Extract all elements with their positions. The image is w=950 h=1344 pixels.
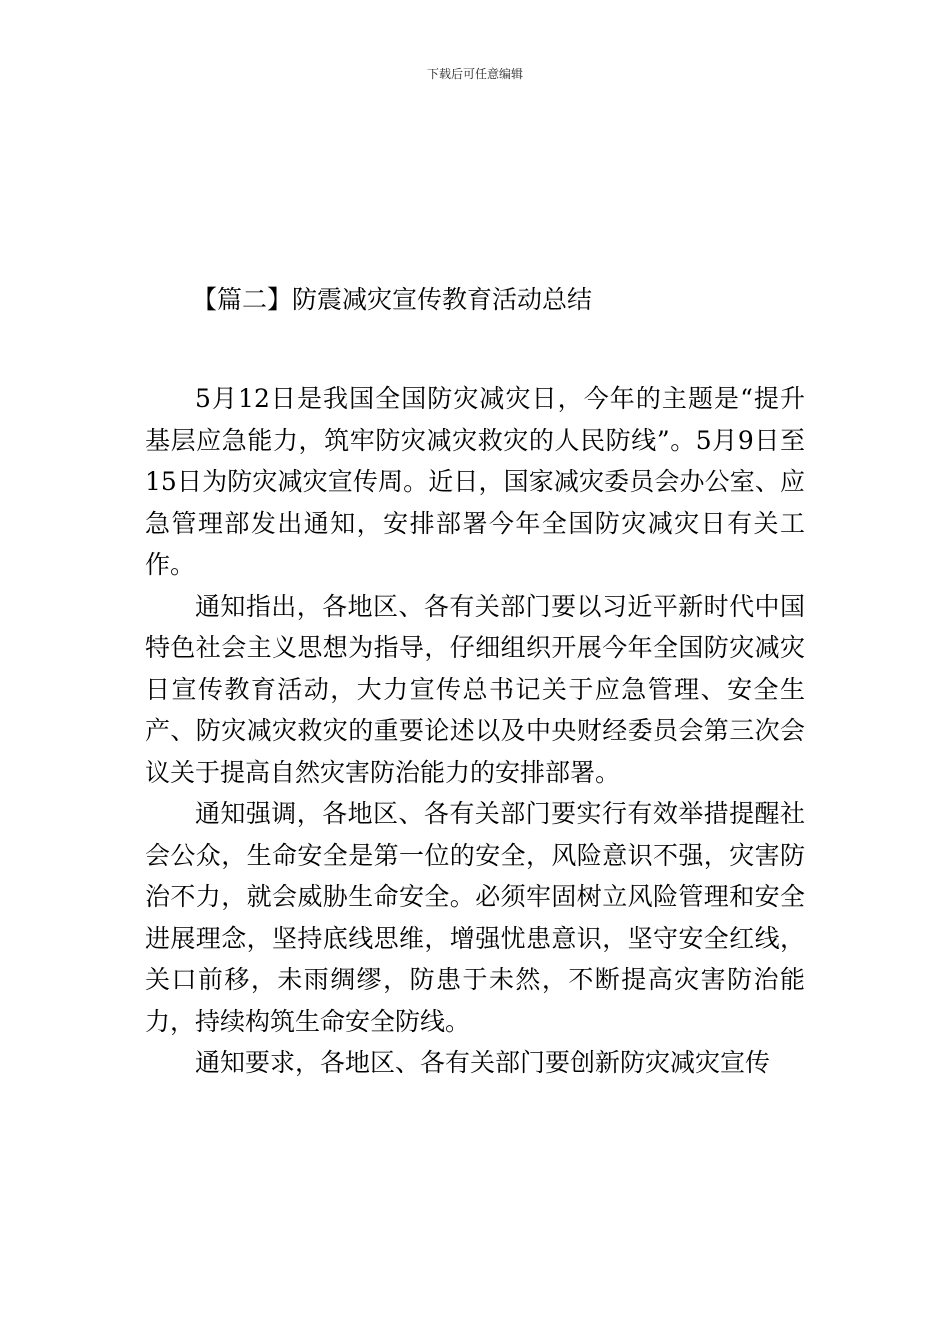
paragraph-2: 通知指出，各地区、各有关部门要以习近平新时代中国特色社会主义思想为指导，仔细组织开展今年全国防灾减灾日宣传教育活动，大力宣传总书记关于应急管理、安全生产、防灾减灾救灾的重要论述以及中央财经委员会第三次会议关于提高自然灾害防治能力的安排部署。	[145, 591, 805, 787]
paragraph-3: 通知强调，各地区、各有关部门要实行有效举措提醒社会公众，生命安全是第一位的安全，风险意识不强，灾害防治不力，就会威胁生命安全。必须牢固树立风险管理和安全进展理念，坚持底线思维，增强忧患意识，坚守安全红线，关口前移，未雨绸缪，防患于未然，不断提高灾害防治能力，持续构筑生命安全防线。	[145, 799, 805, 1036]
document-body	[145, 378, 805, 1084]
page-header-note: 下载后可任意编辑	[426, 67, 523, 81]
paragraph-4: 通知要求，各地区、各有关部门要创新防灾减灾宣传	[195, 1048, 771, 1077]
paragraph-1: 5月12日是我国全国防灾减灾日，今年的主题是“提升基层应急能力，筑牢防灾减灾救灾的人民防线”。5月9日至15日为防灾减灾宣传周。近日，国家减灾委员会办公室、应急管理部发出通知，安排部署今年全国防灾减灾日有关工作。	[145, 384, 805, 579]
document-title: 【篇二】防震减灾宣传教育活动总结	[192, 285, 593, 314]
